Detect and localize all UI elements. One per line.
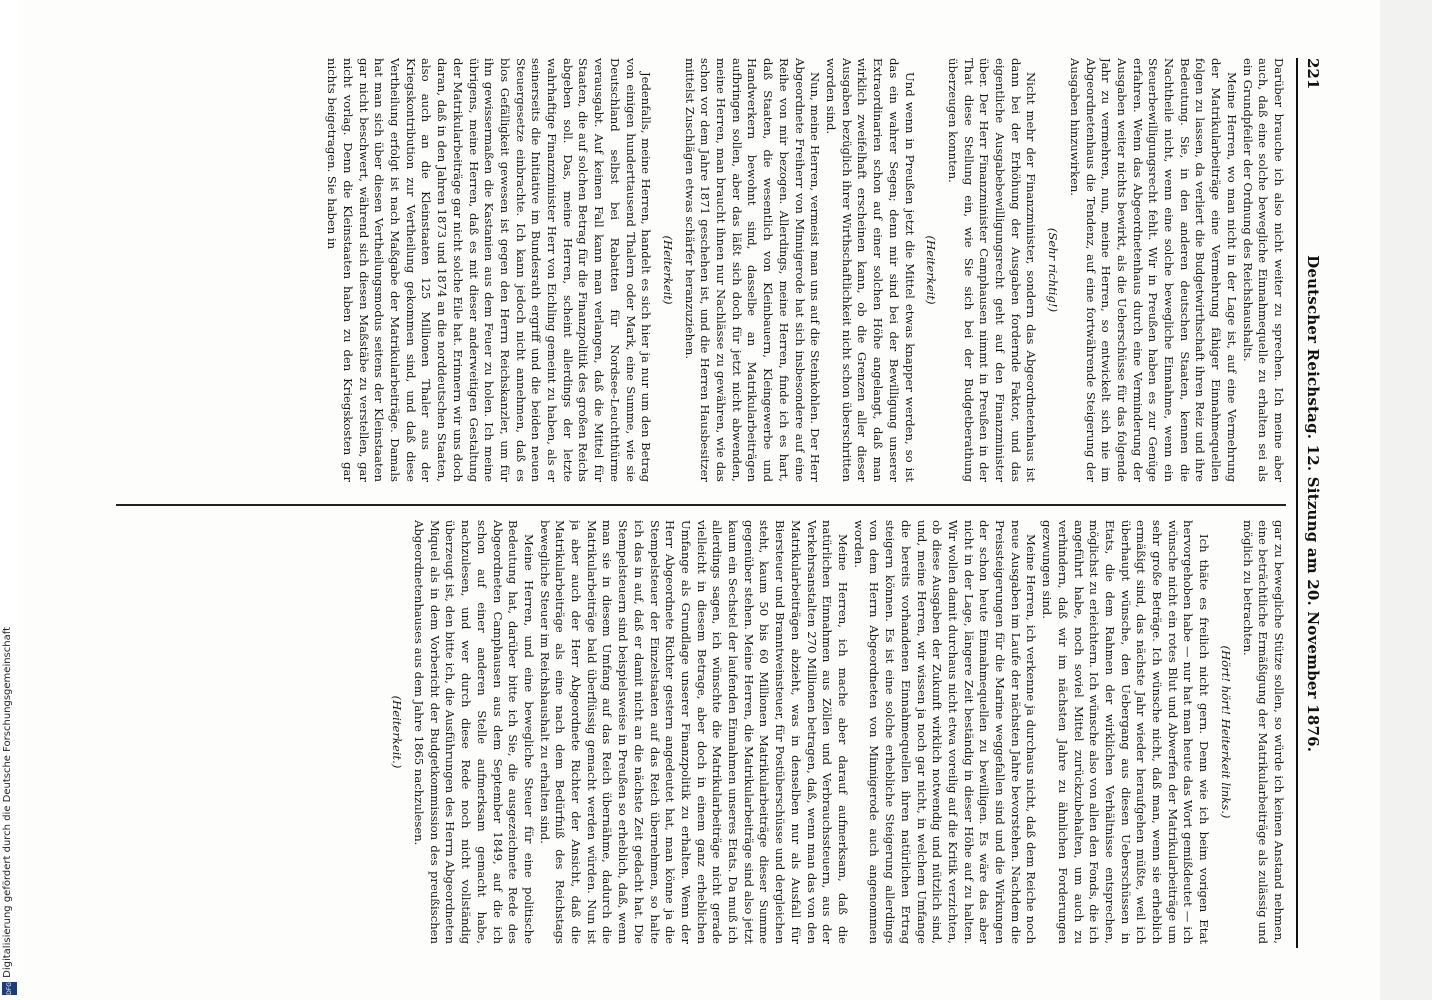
interjection: (Heiterkeit.) xyxy=(390,695,405,769)
paragraph: Darüber brauche ich also nicht weiter zu sprechen. Ich meine aber auch, daß eine solche bewegliche Einnahmequelle zu erhalten sei als ein Grundpfeiler der Ordnung des Reichshaushalts. xyxy=(1240,58,1286,482)
interjection: (Heiterkeit) xyxy=(924,235,939,305)
paragraph: Meine Herren, ich verkenne ja durchaus nicht, daß dem Reiche noch neue Ausgaben im Laufe der nächsten Jahre bevorstehen. Nachdem die Preissteigerungen für die Marine weggefallen sind und die Wirkungen der schon heute Einnahmequellen zu bewilligen. Es wäre das aber nicht in der Lage, längere Zeit beständig in dieser Höhe auf zu halten. Wir wollen damit durchaus nicht etwa voreilig auf die Kritik verzichten, ob diese Ausgaben der Zukunft wirklich notwendig und nützlich sind, und, meine Herren, wir wissen ja noch gar nicht, in welchem Umfange die bereits vorhandenen Einnahmequellen ihren natürlichen Ertrag steigern können. Es ist eine solche erhebliche Steigerung allerdings von dem Herrn Abgeordneten von Minnigerode auch angenommen worden. xyxy=(851,520,1039,944)
header-title: Deutscher Reichstag. 12. Sitzung am 20. November 1876. xyxy=(1304,255,1322,753)
paragraph: Ich thäte es freilich nicht gern. Denn wie ich beim vorigen Etat hervorgehoben habe — nur hat man heute das Wort gemißdeutet — ich wünsche nicht ein rotes Blut und Abwerfen der Matrikularbeiträge um sehr große Beträge. Ich wünsche nicht, daß man, wenn sie erheblich ermäßigt sind, das nächste Jahr wieder heraufgehen müßte, weil ich überhaupt wünsche, den Uebergang aus diesen Ueberschüssen in Etats, die dem Rahmen der wirklichen Verhältnisse entsprechen, möglichst zu erleichtern. Ich wünsche also von allen den Fonds, die ich angeführt habe, noch soviel Mittel zurückzubehalten, um auch zu verhindern, daß wir im nächsten Jahre zu ähnlichen Forderungen gezwungen sind. xyxy=(1040,520,1212,944)
dfg-logo: DFG xyxy=(2,982,17,995)
interjection: (Sehr richtig!) xyxy=(1046,227,1061,313)
paragraph: Nun, meine Herren, vermeist man uns auf die Steinkohlen. Der Herr Abgeordnete Freiherr von Minnigerode hat sich insbesondere auf eine Reihe von mir bezogen. Allerdings, meine Herren, finde ich es hart, daß Staaten, die wesentlich von Kleinbauern, Kleingewerbe und Handwerkern bewohnt sind, dasselbe an Matrikularbeiträgen aufbringen sollen, aber das läßt sich doch für jetzt nicht abwenden, meine Herren, man braucht ihnen nur Nachlässe zu gewähren, wie das schon vor dem Jahre 1871 geschehen ist, und die Herren Hausbesitzer mittelst Zuschlägen etwas schärfer heranzuziehen. xyxy=(682,58,823,482)
text-column-left xyxy=(116,58,1286,482)
text-column-right xyxy=(116,520,1286,944)
digitization-notice: Digitalisierung gefördert durch die Deutsche Forschungsgemeinschaft xyxy=(2,627,13,978)
paragraph: gar zu bewegliche Stütze sollen, so würde ich keinen Anstand nehmen, eine beträchtliche Ermäßigung der Matrikularbeiträge als zulässig und möglich zu betrachten. xyxy=(1240,520,1286,944)
paragraph: Meine Herren, ich mache aber darauf aufmerksam, daß die natürlichen Einnahmen aus Zöllen und Verbrauchssteuern, aus der Verkehrsanstalten 270 Millionen betragen, daß, wenn man das von den Matrikularbeiträgen abzieht, was in denselben nur als Ausfall für Biersteuer und Branntweinsteuer, für Postüberschüsse und dergleichen steht, kaum 50 bis 60 Millionen Matrikularbeiträge dieser Summe gegenüber stehen. Meine Herren, die Matrikularbeiträge sind also jetzt kaum ein Sechstel der laufenden Einnahmen unseres Etats. Da muß ich allerdings sagen, ich wünschte die Matrikularbeiträge nicht gerade vielleicht in diesem Betrage, aber doch in einem ganz erheblichen Umfange als Grundlage unserer Finanzpolitik zu erhalten. Wenn der Herr Abgeordnete Richter gestern angedeutet hat, man könne ja die Stempelsteuer der Einzelstaaten auf das Reich übernehmen, so halte ich das in auf, daß er damit nicht an die nächste Zeit gedacht hat. Die Stempelsteuern sind beispielsweise in Preußen so erheblich, daß, wenn man sie in diesem Umfang auf das Reich übernähme, dadurch die Matrikularbeiträge bald überflüssig gemacht werden würden. Nun ist ja aber auch der Herr Abgeordnete Richter der Ansicht, daß die Matrikularbeiträge als eine nach dem Bedürfniß des Reichstags bewegliche Steuer im Reichshaushalt zu erhalten sind. xyxy=(537,520,851,944)
paragraph: Meine Herren, wo man nicht in der Lage ist, auf eine Vermehrung der Matrikularbeiträge eine Vermehrung fähiger Einnahmequellen folgen zu lassen, da verliert die Budgetwirthschaft ihren Reiz und ihre Bedeutung. Sie, in den anderen deutschen Staaten, kennen die Nachtheile nicht, wenn eine solche bewegliche Einnahme, wenn ein Steuerbewilligungsrecht fehlt. Wir in Preußen haben es zur Genüge erfahren. Wenn das Abgeordnetenhaus durch eine Verminderung der Ausgaben weiter nichts bewirkt, als die Ueberschüsse für das folgende Jahr zu vermehren, nun, meine Herren, so entwickelt sich nie im Abgeordnetenhaus die Tendenz, auf eine fortwährende Steigerung der Ausgaben hinzuwirken. xyxy=(1067,58,1239,482)
page-header xyxy=(1296,58,1328,948)
interjection: (Hört! hört! Heiterkeit links.) xyxy=(1218,645,1233,819)
paragraph: Jedenfalls, meine Herren, handelt es sich hier ja nur um den Betrag von einigen hunderttausend Thalern oder Mark, eine Summe, wie sie Deutschland selbst bei Rabatten für Nordsee-Leuchtthürme verausgabt. Auf keinen Fall kann man verlangen, daß die Mittel für Staaten, die auf solchen Betrag für die Finanzpolitik des großen Reichs abgeben soll. Das, meine Herren, scheint allerdings der letzte wahrhaftige Finanzminister Herr von Eichling gemeint zu haben, als er seinerseits die Initiative im Bundesrath ergriff und die beiden neuen Steuergesetze einbrachte. Ich kann jedoch nicht annehmen, daß es blos Gefälligkeit gewesen ist gegen den Herrn Reichskanzler, um für ihn gewissermaßen die Kastanien aus dem Feuer zu holen. Ich meine übrigens, meine Herren, daß es mit dieser anderweitigen Gestaltung der Matrikularbeiträge gar nicht solche Eile hat. Erinnern wir uns doch daran, daß in den Jahren 1873 und 1874 an die norddeutschen Staaten, also auch an die Kleinstaaten 125 Millionen Thaler aus der Kriegskontribution zur Vertheilung gekommen sind, und daß diese Vertheilung erfolgt ist nach Maßgabe der Matrikularbeiträge. Damals hat man sich über diesen Vertheilungsmodus seitens der Kleinstaaten gar nicht beschwert, während sich diesen Maßstäbe zu verstellen, gar nicht vorlag. Denn die Kleinstaaten haben zu den Kriegskosten gar nichts beigetragen. Sie haben in xyxy=(325,58,654,482)
document-page xyxy=(18,0,1398,1000)
paragraph: Meine Herren, und eine bewegliche Steuer für eine politische Bedeutung hat, darüber bitte ich Sie, die ausgezeichnete Rede des Abgeordneten Camphausen aus dem September 1849, auf die ich schon auf einer anderen Stelle aufmerksam gemacht habe, nachzulesen, und wer durch diese Rede noch nicht vollständig überzeugt ist, den bitte ich, die Ausführungen des Herrn Abgeordneten Miquel als in dem Vorbericht der Budgetkommission des preußischen Abgeordnetenhauses aus dem Jahre 1865 nachzulesen. xyxy=(412,520,536,944)
column-divider xyxy=(116,504,1286,506)
interjection: (Heiterkeit) xyxy=(660,235,675,305)
paragraph: Und wenn in Preußen jetzt die Mittel etwas knapper werden, so ist das ein wahrer Segen; denn mir sind bei der Bewilligung unserer Extraordinarien schon auf einer solchen Höhe angelangt, daß man wirklich zweifelhaft erscheinen kann, ob die Grenzen aller dieser Ausgaben bezüglich ihrer Wirthschaftlichkeit nicht schon überschritten worden sind. xyxy=(824,58,917,482)
page-number: 221 xyxy=(1304,58,1322,90)
paragraph: Nicht mehr der Finanzminister, sondern das Abgeordnetenhaus ist dann bei der Erhöhung der Ausgaben fordernde Faktor, und das eigentliche Ausgabebewilligungsrecht geht auf den Finanzminister über. Der Herr Finanzminister Camphausen nimmt in Preußen in der That diese Stellung ein, wie Sie sich bei der Budgetberathung überzeugen konnten. xyxy=(945,58,1039,482)
scan-edge xyxy=(1380,0,1432,1000)
digitization-margin xyxy=(0,0,18,1000)
